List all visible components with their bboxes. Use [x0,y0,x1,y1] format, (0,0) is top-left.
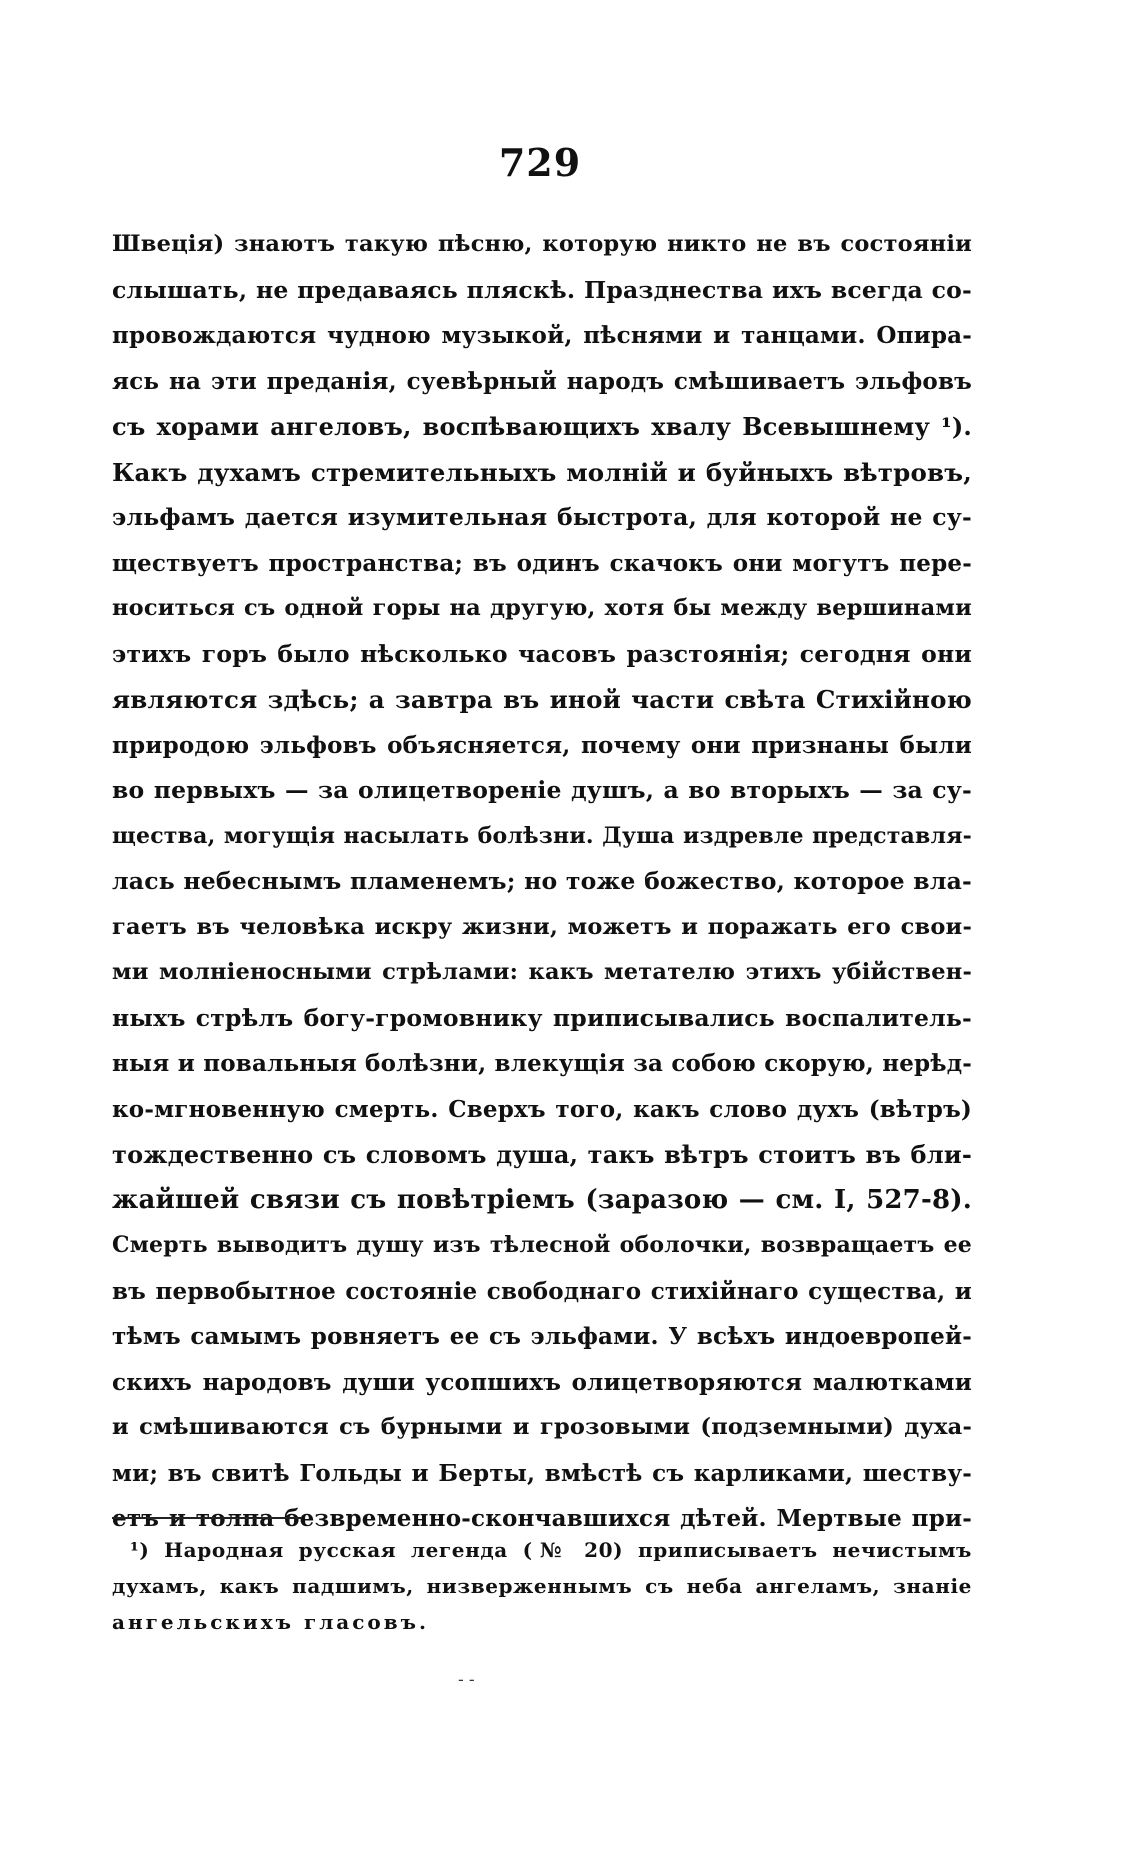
text-line: жайшей связи съ повѣтріемъ (заразою — см. I, 527-8). [112,1184,972,1215]
text-line: тождественно съ словомъ душа, такъ вѣтръ стоитъ въ бли- [112,1140,972,1169]
text-line: слышать, не предаваясь пляскѣ. Празднества ихъ всегда со- [112,275,972,304]
text-line: во первыхъ — за олицетвореніе душъ, а во вторыхъ — за су- [112,776,972,804]
text-line: тѣмъ самымъ ровняетъ ее съ эльфами. У всѣхъ индоевропей- [112,1323,972,1350]
footnote-line: ¹) Народная русская легенда (№ 20) приписываетъ нечистымъ [130,1538,972,1562]
text-line: ныхъ стрѣлъ богу-громовнику приписывались воспалитель- [112,1003,972,1032]
text-line: ко-мгновенную смерть. Сверхъ того, какъ слово духъ (вѣтръ) [112,1095,972,1123]
footnote-line: духамъ, какъ падшимъ, низверженнымъ съ неба ангеламъ, знаніе [112,1574,972,1598]
text-line: ясь на эти преданія, суевѣрный народъ смѣшиваетъ эльфовъ [112,367,972,395]
footnote [112,1532,972,1640]
text-line: провождаются чудною музыкой, пѣснями и танцами. Опира- [112,322,972,349]
main-text [112,222,972,1542]
print-speck: - - [458,1670,475,1689]
text-line: носиться съ одной горы на другую, хотя бы между вершинами [112,595,972,621]
text-line: ществуетъ пространства; въ одинъ скачокъ они могутъ пере- [112,549,972,577]
text-line: Швеція) знаютъ такую пѣсню, которую никто не въ состояніи [112,231,972,257]
text-line: ныя и повальныя болѣзни, влекущія за собою скорую, нерѣд- [112,1050,972,1077]
text-line: природою эльфовъ объясняется, почему они признаны были [112,731,972,759]
text-line: скихъ народовъ души усопшихъ олицетворяются малютками [112,1368,972,1396]
text-line: и смѣшиваются съ бурными и грозовыми (подземными) духа- [112,1414,972,1440]
text-line: въ первобытное состояніе свободнаго стихійнаго существа, и [112,1277,972,1305]
text-line: Смерть выводитъ душу изъ тѣлесной оболочки, возвращаетъ ее [112,1232,972,1258]
footnote-divider [112,1517,302,1519]
footnote-line: ангельскихъ гласовъ. [112,1610,429,1634]
text-line: Какъ духамъ стремительныхъ молній и буйныхъ вѣтровъ, [112,457,972,487]
text-line: щества, могущія насылать болѣзни. Душа издревле представля- [112,822,972,849]
text-line: этихъ горъ было нѣсколько часовъ разстоянія; сегодня они [112,639,972,668]
page-number: 729 [498,140,582,185]
text-line: ми; въ свитѣ Гольды и Берты, вмѣстѣ съ карликами, шеству- [112,1459,972,1487]
text-line: являются здѣсь; а завтра въ иной части свѣта Стихійною [112,685,972,714]
text-line: съ хорами ангеловъ, воспѣвающихъ хвалу Всевышнему ¹). [112,412,972,441]
text-line: лась небеснымъ пламенемъ; но тоже божество, которое вла- [112,867,972,895]
text-line: эльфамъ дается изумительная быстрота, для которой не су- [112,503,972,531]
text-line: ми молніеносными стрѣлами: какъ метателю этихъ убійствен- [112,959,972,985]
text-line: гаетъ въ человѣка искру жизни, можетъ и поражать его свои- [112,913,972,940]
text-line: етъ и толпа безвременно-скончавшихся дѣтей. Мертвые при- [112,1505,972,1532]
